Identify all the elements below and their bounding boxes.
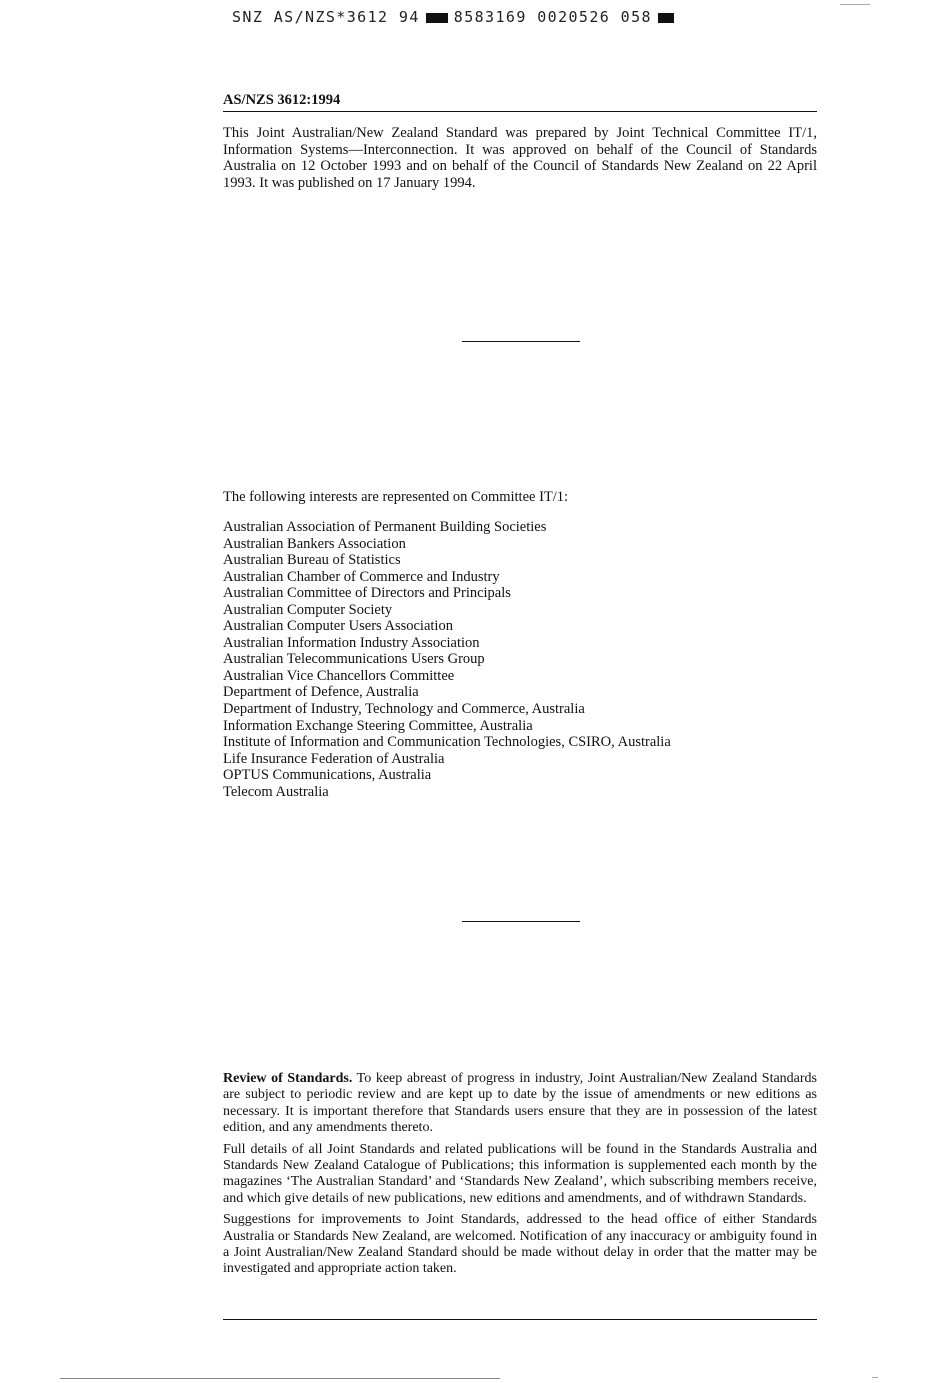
section-divider — [462, 341, 580, 342]
header-rule — [223, 111, 817, 112]
committee-member: Telecom Australia — [223, 783, 329, 800]
committee-member: Australian Information Industry Association — [223, 634, 480, 651]
header-code-part-2: 8583169 0020526 058 — [453, 8, 652, 26]
section-divider — [462, 921, 580, 922]
committee-member: Institute of Information and Communication Technologies, CSIRO, Australia — [223, 734, 671, 751]
committee-member: Australian Committee of Directors and Principals — [223, 585, 511, 602]
committee-member: Department of Defence, Australia — [223, 684, 419, 701]
committee-member: Australian Chamber of Commerce and Industry — [223, 568, 500, 585]
scan-artifact-line — [840, 4, 870, 5]
scan-header-code — [232, 8, 680, 26]
scan-artifact-mark — [872, 1377, 878, 1378]
committee-member: Australian Telecommunications Users Group — [223, 651, 485, 668]
review-of-standards — [223, 1071, 817, 1283]
redaction-block — [426, 13, 448, 23]
review-paragraph-2: Full details of all Joint Standards and related publications will be found in the Standards Australia and Standards New Zealand Catalogue of Publications; this information is supplemented each month by the magazines ‘The Australian Standard’ and ‘Standards New Zealand’, which subscribing members receive, and which give details of new publications, new editions and amendments, and of withdrawn Standards. — [223, 1141, 817, 1206]
review-paragraph-3: Suggestions for improvements to Joint Standards, addressed to the head office of either Standards Australia or Standards New Zealand, are welcomed. Notification of any inaccuracy or ambiguity found in a Joint Australian/New Zealand Standard should be made without delay in order that the matter may be investigated and appropriate action taken. — [223, 1212, 817, 1277]
redaction-block — [658, 13, 674, 23]
document-id: AS/NZS 3612:1994 — [223, 92, 341, 108]
header-code-part-1: SNZ AS/NZS*3612 94 — [232, 8, 420, 26]
footer-rule — [223, 1319, 817, 1320]
committee-member: Australian Computer Society — [223, 601, 393, 618]
intro-paragraph: This Joint Australian/New Zealand Standard was prepared by Joint Technical Committee IT/1, Information Systems—Interconnection. It was approved on behalf of the Council of Standards Australia on 12 October 1993 and on behalf of the Council of Standards New Zealand on 22 April 1993. It was published on 17 January 1994. — [223, 125, 817, 191]
committee-member: Australian Vice Chancellors Committee — [223, 667, 455, 684]
committee-member: Australian Computer Users Association — [223, 618, 453, 635]
committee-members-list — [223, 519, 671, 800]
review-paragraph-1 — [223, 1071, 817, 1137]
committee-member: Information Exchange Steering Committee, Australia — [223, 717, 533, 734]
review-lead: Review of Standards. — [223, 1071, 353, 1086]
review-paragraph-1-text: To keep abreast of progress in industry, Joint Australian/New Zealand Standards are subject to periodic review and are kept up to date by the issue of amendments or new editions as necessary. It is important therefore that Standards users ensure that they are in possession of the latest edition, and any amendments thereto. — [223, 1071, 817, 1136]
committee-member: Department of Industry, Technology and Commerce, Australia — [223, 701, 585, 718]
committee-member: Australian Bureau of Statistics — [223, 552, 401, 569]
committee-member: Life Insurance Federation of Australia — [223, 750, 445, 767]
committee-member: Australian Association of Permanent Building Societies — [223, 519, 547, 535]
committee-member: Australian Bankers Association — [223, 535, 406, 552]
committee-member: OPTUS Communications, Australia — [223, 767, 432, 784]
scan-artifact-line — [60, 1378, 500, 1379]
committee-heading: The following interests are represented on Committee IT/1: — [223, 489, 569, 505]
